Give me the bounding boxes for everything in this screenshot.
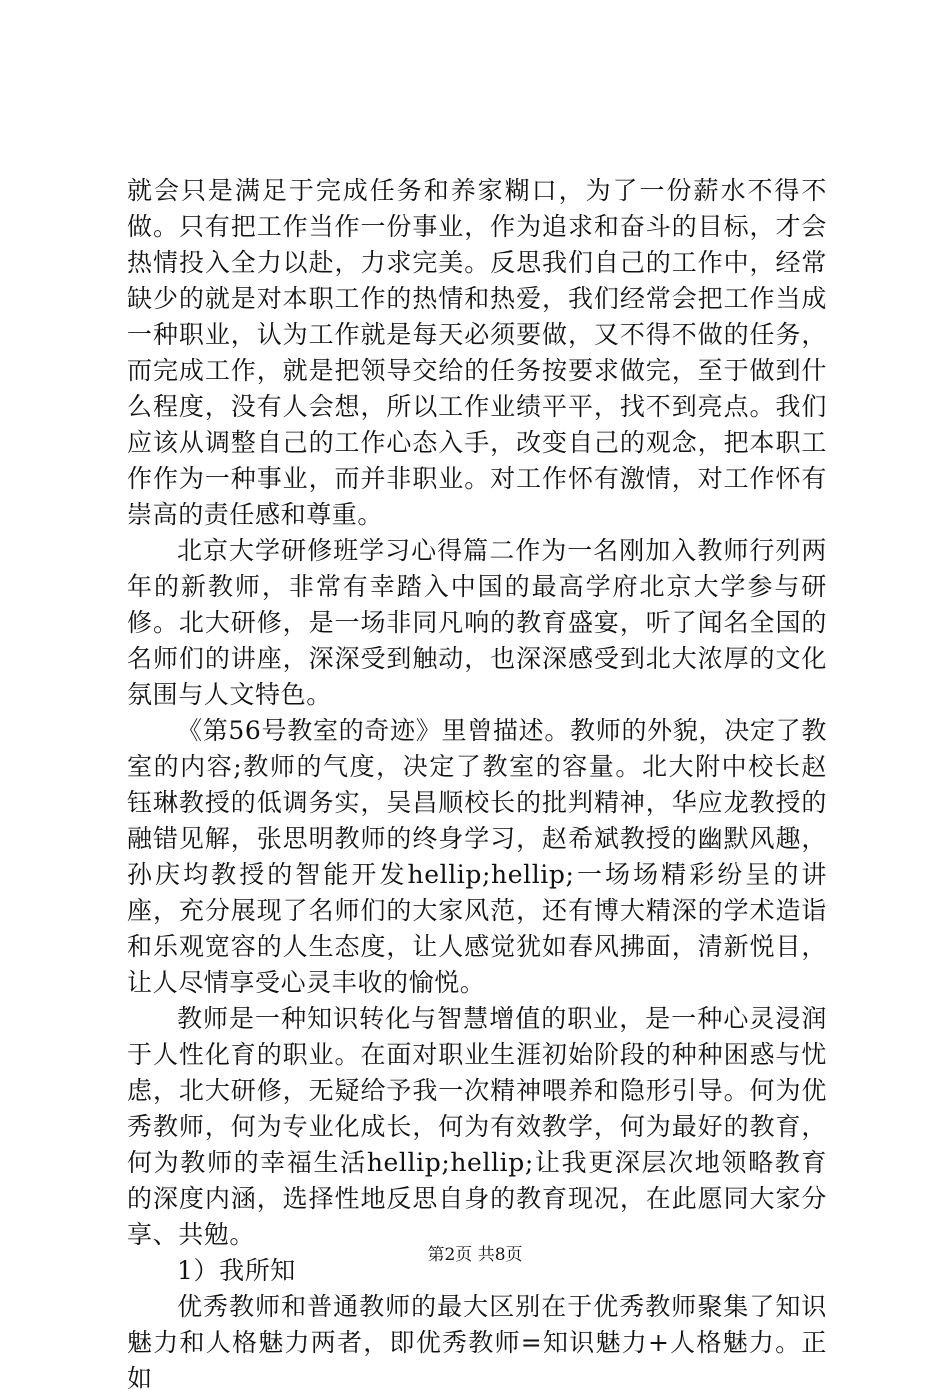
document-body: [127, 173, 827, 1397]
paragraph-excellent-teacher: 优秀教师和普通教师的最大区别在于优秀教师聚集了知识魅力和人格魅力两者，即优秀教师=知识魅力+人格魅力。正如: [127, 1292, 827, 1393]
page-total: 共8页: [477, 1245, 523, 1265]
page-footer: [0, 1244, 950, 1266]
section-heading: 1）我所知: [177, 1256, 296, 1285]
page-number: 第2页: [427, 1245, 473, 1265]
paragraph-study-notes-intro: 北京大学研修班学习心得篇二作为一名刚加入教师行列两年的新教师，非常有幸踏入中国的最高学府北京大学参与研修。北大研修，是一场非同凡响的教育盛宴，听了闻名全国的名师们的讲座，深深受到触动，也深深感受到北大浓厚的文化氛围与人文特色。: [127, 536, 827, 709]
paragraph-teacher-profession: 教师是一种知识转化与智慧增值的职业，是一种心灵浸润于人性化育的职业。在面对职业生涯初始阶段的种种困惑与忧虑，北大研修，无疑给予我一次精神喂养和隐形引导。何为优秀教师，何为专业化成长，何为有效教学，何为最好的教育，何为教师的幸福生活hellip;hellip;让我更深层次地领略教育的深度内涵，选择性地反思自身的教育现况，在此愿同大家分享、共勉。: [127, 1004, 827, 1249]
paragraph-continued: 就会只是满足于完成任务和养家糊口，为了一份薪水不得不做。只有把工作当作一份事业，作为追求和奋斗的目标，才会热情投入全力以赴，力求完美。反思我们自己的工作中，经常缺少的就是对本职工作的热情和热爱，我们经常会把工作当成一种职业，认为工作就是每天必须要做，又不得不做的任务，而完成工作，就是把领导交给的任务按要求做完，至于做到什么程度，没有人会想，所以工作业绩平平，找不到亮点。我们应该从调整自己的工作心态入手，改变自己的观念，把本职工作作为一种事业，而并非职业。对工作怀有激情，对工作怀有崇高的责任感和尊重。: [127, 176, 827, 529]
paragraph-classroom-miracle: 《第56号教室的奇迹》里曾描述。教师的外貌，决定了教室的内容;教师的气度，决定了教室的容量。北大附中校长赵钰琳教授的低调务实，吴昌顺校长的批判精神，华应龙教授的融错见解，张思明教师的终身学习，赵希斌教授的幽默风趣，孙庆均教授的智能开发hellip;hellip;一场场精彩纷呈的讲座，充分展现了名师们的大家风范，还有博大精深的学术造诣和乐观宽容的人生态度，让人感觉犹如春风拂面，清新悦目，让人尽情享受心灵丰收的愉悦。: [127, 716, 827, 997]
